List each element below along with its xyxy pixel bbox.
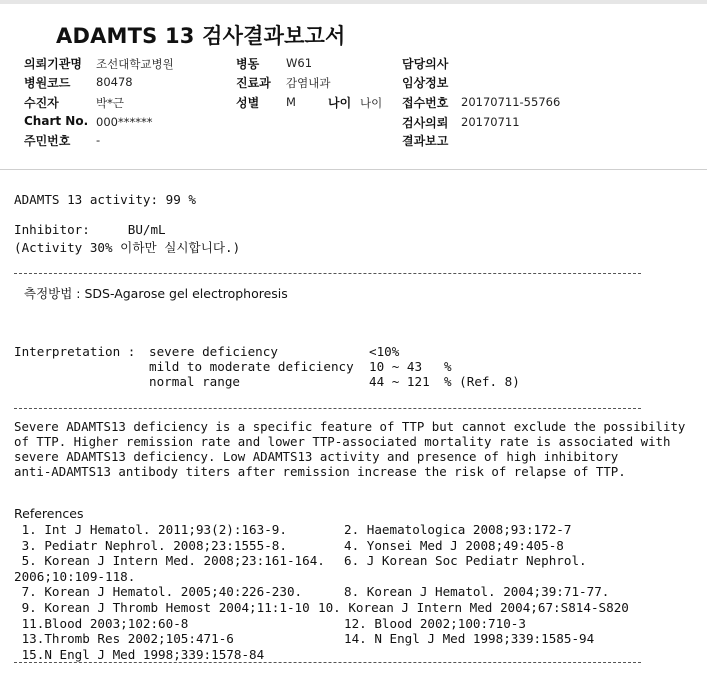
header-row [0,94,707,112]
reference-item: 6. J Korean Soc Pediatr Nephrol. [344,553,587,569]
inhibitor-note: (Activity 30% 이하만 실시합니다.) [14,240,241,255]
comment-line: Severe ADAMTS13 deficiency is a specific feature of TTP but cannot exclude the possibility [14,419,686,434]
interpretation-note: % (Ref. 8) [444,374,520,389]
reference-item: 10. Korean J Intern Med 2004;67:S814-S820 [318,600,629,615]
header-label: 접수번호 [402,96,449,110]
header-value: 20170711 [461,115,520,129]
reference-item: 5. Korean J Intern Med. 2008;23:161-164. [14,553,325,569]
header-label: 검사의뢰 [402,116,449,130]
header-row [0,132,707,150]
reference-item: 14. N Engl J Med 1998;339:1585-94 [344,631,595,647]
interpretation-range: 44 ~ 121 [369,374,430,389]
header-label: 담당의사 [402,57,449,71]
reference-item: 12. Blood 2002;100:710-3 [344,615,526,631]
header-value: 000****** [96,115,153,129]
reference-item: 9. Korean J Thromb Hemost 2004;11:1-10 [14,600,310,615]
reference-item: 11.Blood 2003;102:60-8 [14,615,189,631]
interpretation-label: Interpretation : [14,344,136,359]
comment-line: anti-ADAMTS13 antibody titers after remission increase the risk of relapse of TTP. [14,464,626,479]
header-label: 병동 [236,57,260,71]
header-value: - [96,133,101,147]
comment-line: of TTP. Higher remission rate and lower TTP-associated mortality rate is associated with [14,434,671,449]
inhibitor-result: Inhibitor: BU/mL [14,222,166,237]
header-label: Chart No. [24,114,89,128]
reference-item: 4. Yonsei Med J 2008;49:405-8 [344,537,564,553]
header-value: 박*근 [96,96,124,110]
divider [14,662,641,663]
comment-line: severe ADAMTS13 deficiency. Low ADAMTS13 activity and presence of high inhibitory [14,449,619,464]
interpretation-range: 10 ~ 43 [369,359,423,374]
reference-item: 13.Thromb Res 2002;105:471-6 [14,631,234,647]
header-label: 의뢰기관명 [24,57,82,71]
activity-result: ADAMTS 13 activity: 99 % [14,192,196,207]
reference-item: 2. Haematologica 2008;93:172-7 [344,522,572,537]
header-value: 80478 [96,75,133,89]
interpretation-note: % [444,359,452,374]
divider [14,273,641,274]
header-label: 진료과 [236,76,271,90]
header-label: 성별 [236,96,260,110]
header-label: 나이 [328,96,352,110]
header-label: 수진자 [24,96,59,110]
header-value: M [286,95,296,109]
interpretation-term: normal range [149,374,240,389]
reference-item: 2006;10:109-118. [14,568,136,584]
header-label: 임상정보 [402,76,449,90]
header-value: W61 [286,56,313,70]
header-value: 20170711-55766 [461,95,561,109]
header-label: 병원코드 [24,76,71,90]
header-value: 조선대학교병원 [96,57,174,71]
interpretation-term: mild to moderate deficiency [149,359,354,374]
reference-item: 7. Korean J Hematol. 2005;40:226-230. [14,584,303,600]
divider [14,408,641,409]
header-row [0,114,707,132]
header-row [0,74,707,92]
header-row [0,55,707,73]
header-label: 결과보고 [402,134,449,148]
reference-item: 8. Korean J Hematol. 2004;39:71-77. [344,584,610,600]
interpretation-range: <10% [369,344,400,359]
reference-item: 3. Pediatr Nephrol. 2008;23:1555-8. [14,537,287,553]
method-line: 측정방법 : SDS-Agarose gel electrophoresis [24,286,288,301]
header-label: 주민번호 [24,134,71,148]
header-value: 감염내과 [286,76,331,90]
reference-item: 1. Int J Hematol. 2011;93(2):163-9. [14,522,287,537]
reference-item: 15.N Engl J Med 1998;339:1578-84 [14,646,265,662]
report-title: ADAMTS 13 검사결과보고서 [56,24,346,48]
interpretation-term: severe deficiency [149,344,278,359]
references-heading: References [14,506,84,521]
header-value: 나이 [360,96,383,110]
